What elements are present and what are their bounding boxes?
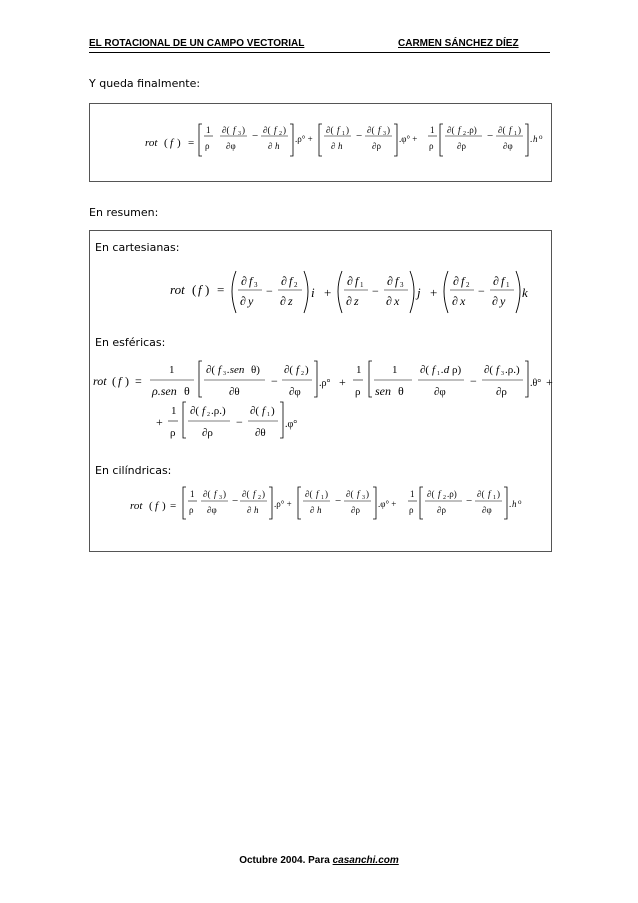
footer-site-link[interactable]: casanchi.com xyxy=(332,855,399,866)
svg-text:∂: ∂ xyxy=(247,505,252,515)
svg-text:∂φ: ∂φ xyxy=(482,505,492,515)
svg-text:=: = xyxy=(170,500,177,512)
svg-text:∂ρ: ∂ρ xyxy=(202,427,213,439)
svg-text:θ): θ) xyxy=(251,364,260,376)
svg-text:f: f xyxy=(378,125,381,135)
cartesian-label: En cartesianas: xyxy=(95,241,180,254)
svg-text:3: 3 xyxy=(238,131,241,137)
svg-text:∂(: ∂( xyxy=(447,125,455,135)
cartesian-curl-equation xyxy=(90,261,551,321)
svg-text:rot: rot xyxy=(130,500,143,512)
svg-text:∂(: ∂( xyxy=(367,125,375,135)
svg-text:∂(: ∂( xyxy=(222,125,230,135)
svg-text:f: f xyxy=(488,489,491,499)
svg-text:): ) xyxy=(305,364,309,376)
svg-text:f: f xyxy=(355,274,359,288)
svg-text:∂: ∂ xyxy=(240,294,246,308)
svg-text:−: − xyxy=(252,130,259,142)
svg-text:∂ρ: ∂ρ xyxy=(372,141,381,151)
svg-text:=: = xyxy=(188,137,195,149)
svg-text:): ) xyxy=(125,374,129,388)
svg-text:.θ°: .θ° xyxy=(530,378,542,389)
svg-text:1: 1 xyxy=(267,412,270,418)
svg-text:ρ: ρ xyxy=(355,386,361,398)
svg-text:.ρ.): .ρ.) xyxy=(211,405,226,417)
svg-text:∂(: ∂( xyxy=(203,489,211,499)
svg-text:∂(: ∂( xyxy=(427,489,435,499)
svg-text:∂ρ: ∂ρ xyxy=(457,141,466,151)
svg-text:∂(: ∂( xyxy=(190,405,200,417)
svg-text:∂: ∂ xyxy=(280,294,286,308)
svg-text:.ρ.): .ρ.) xyxy=(505,364,520,376)
svg-text:∂(: ∂( xyxy=(326,125,334,135)
svg-text:): ) xyxy=(283,125,286,135)
svg-text:∂: ∂ xyxy=(346,294,352,308)
svg-text:2: 2 xyxy=(258,495,261,501)
footer-prefix: Octubre 2004. Para xyxy=(239,855,333,866)
svg-text:): ) xyxy=(346,125,349,135)
intro-text: Y queda finalmente: xyxy=(89,77,201,90)
svg-text:): ) xyxy=(177,137,181,149)
svg-text:3: 3 xyxy=(219,495,222,501)
summary-heading: En resumen: xyxy=(89,206,159,219)
svg-text:∂: ∂ xyxy=(281,274,287,288)
svg-text:ρ.sen: ρ.sen xyxy=(152,384,177,398)
svg-text:θ: θ xyxy=(184,384,190,398)
svg-text:.: . xyxy=(530,134,533,144)
svg-text:∂(: ∂( xyxy=(498,125,506,135)
svg-text:): ) xyxy=(497,489,500,499)
cylindrical-curl-equation xyxy=(90,481,551,531)
svg-text:): ) xyxy=(518,125,521,135)
svg-text:.φ°: .φ° xyxy=(285,419,298,430)
svg-text:.ρ): .ρ) xyxy=(447,489,457,499)
svg-text:.sen: .sen xyxy=(227,364,245,376)
svg-text:f: f xyxy=(296,364,300,376)
svg-text:∂(: ∂( xyxy=(263,125,271,135)
svg-text:∂: ∂ xyxy=(492,294,498,308)
svg-text:−: − xyxy=(487,130,494,142)
header-title: EL ROTACIONAL DE UN CAMPO VECTORIAL xyxy=(89,38,305,49)
svg-text:): ) xyxy=(162,500,166,512)
svg-text:f: f xyxy=(274,125,277,135)
svg-text:y: y xyxy=(500,294,506,308)
svg-text:f: f xyxy=(218,364,222,376)
svg-text:∂φ: ∂φ xyxy=(226,141,236,151)
svg-text:∂: ∂ xyxy=(452,294,458,308)
svg-text:∂φ: ∂φ xyxy=(289,386,301,398)
svg-text:z: z xyxy=(288,294,293,308)
page-footer xyxy=(0,855,638,866)
svg-text:f: f xyxy=(316,489,319,499)
svg-text:.ρ° +: .ρ° + xyxy=(295,134,313,144)
svg-text:1: 1 xyxy=(171,405,177,417)
svg-text:f: f xyxy=(253,489,256,499)
svg-text:∂(: ∂( xyxy=(284,364,294,376)
svg-text:h: h xyxy=(338,141,343,151)
svg-text:ρ: ρ xyxy=(429,141,434,151)
svg-text:2: 2 xyxy=(207,412,210,418)
svg-text:−: − xyxy=(335,495,342,507)
svg-text:(: ( xyxy=(164,137,168,149)
svg-text:∂: ∂ xyxy=(331,141,336,151)
svg-text:f: f xyxy=(118,374,122,388)
svg-text:f: f xyxy=(461,274,465,288)
svg-text:1: 1 xyxy=(321,495,324,501)
svg-text:h: h xyxy=(254,505,259,515)
svg-text:−: − xyxy=(266,284,273,298)
svg-text:+: + xyxy=(324,285,332,300)
svg-text:f: f xyxy=(395,274,399,288)
svg-text:+: + xyxy=(430,285,438,300)
svg-text:z: z xyxy=(354,294,359,308)
svg-text:f: f xyxy=(202,405,206,417)
svg-text:.φ° +: .φ° + xyxy=(399,134,418,144)
svg-text:(: ( xyxy=(149,500,153,512)
svg-text:3: 3 xyxy=(362,495,365,501)
svg-text:h: h xyxy=(512,499,517,509)
summary-box xyxy=(89,230,552,552)
svg-text:−: − xyxy=(478,284,485,298)
svg-text:o: o xyxy=(539,133,543,141)
svg-text:): ) xyxy=(366,489,369,499)
svg-text:): ) xyxy=(387,125,390,135)
svg-text:): ) xyxy=(262,489,265,499)
svg-text:j: j xyxy=(417,285,421,300)
svg-text:ρ): ρ) xyxy=(452,364,462,376)
svg-text:2: 2 xyxy=(301,371,304,377)
svg-text:−: − xyxy=(466,495,473,507)
svg-text:): ) xyxy=(325,489,328,499)
svg-text:f: f xyxy=(289,274,293,288)
svg-text:1: 1 xyxy=(437,371,440,377)
svg-text:f: f xyxy=(233,125,236,135)
svg-text:∂ρ: ∂ρ xyxy=(351,505,360,515)
svg-text:f: f xyxy=(458,125,461,135)
svg-text:1: 1 xyxy=(169,364,175,376)
svg-text:h: h xyxy=(317,505,322,515)
svg-text:h: h xyxy=(533,134,538,144)
svg-text:∂: ∂ xyxy=(268,141,273,151)
svg-text:f: f xyxy=(357,489,360,499)
svg-text:−: − xyxy=(356,130,363,142)
svg-text:2: 2 xyxy=(279,131,282,137)
svg-text:i: i xyxy=(311,285,315,300)
svg-text:∂(: ∂( xyxy=(206,364,216,376)
svg-text:=: = xyxy=(217,282,225,297)
svg-text:): ) xyxy=(242,125,245,135)
cylindrical-label: En cilíndricas: xyxy=(95,464,172,477)
header-author: CARMEN SÁNCHEZ DÍEZ xyxy=(398,38,519,49)
svg-text:−: − xyxy=(236,415,243,429)
svg-text:∂: ∂ xyxy=(310,505,315,515)
svg-text:f: f xyxy=(262,405,266,417)
svg-text:1: 1 xyxy=(430,125,435,135)
svg-text:2: 2 xyxy=(463,131,466,137)
svg-text:f: f xyxy=(509,125,512,135)
svg-text:sen: sen xyxy=(375,384,391,398)
svg-text:f: f xyxy=(496,364,500,376)
svg-text:3: 3 xyxy=(501,371,504,377)
svg-text:∂ρ: ∂ρ xyxy=(496,386,507,398)
svg-text:∂φ: ∂φ xyxy=(207,505,217,515)
svg-text:1: 1 xyxy=(493,495,496,501)
svg-text:2: 2 xyxy=(443,495,446,501)
svg-text:3: 3 xyxy=(223,371,226,377)
svg-text:.ρ): .ρ) xyxy=(467,125,477,135)
svg-text:rot: rot xyxy=(93,374,107,388)
svg-text:θ: θ xyxy=(398,384,404,398)
svg-text:rot: rot xyxy=(145,137,158,149)
svg-text:1: 1 xyxy=(514,131,517,137)
svg-text:∂: ∂ xyxy=(493,274,499,288)
spherical-label: En esféricas: xyxy=(95,336,166,349)
svg-text:∂(: ∂( xyxy=(484,364,494,376)
svg-text:2: 2 xyxy=(466,281,470,289)
svg-text:): ) xyxy=(271,405,275,417)
svg-text:+: + xyxy=(156,415,163,429)
svg-text:rot: rot xyxy=(170,282,185,297)
svg-text:∂: ∂ xyxy=(386,294,392,308)
spherical-curl-equation xyxy=(90,353,551,448)
svg-text:.: . xyxy=(509,499,512,509)
svg-text:.d: .d xyxy=(441,364,450,376)
final-equation-box xyxy=(89,103,552,182)
svg-text:h: h xyxy=(275,141,280,151)
svg-text:f: f xyxy=(438,489,441,499)
svg-text:1: 1 xyxy=(506,281,510,289)
svg-text:∂(: ∂( xyxy=(420,364,430,376)
svg-text:.ρ°: .ρ° xyxy=(319,378,331,389)
svg-text:1: 1 xyxy=(356,364,362,376)
svg-text:f: f xyxy=(432,364,436,376)
svg-text:ρ: ρ xyxy=(205,141,210,151)
svg-text:1: 1 xyxy=(360,281,364,289)
svg-text:∂(: ∂( xyxy=(242,489,250,499)
svg-text:=: = xyxy=(135,374,142,388)
svg-text:y: y xyxy=(248,294,254,308)
svg-text:3: 3 xyxy=(400,281,404,289)
svg-text:x: x xyxy=(460,294,466,308)
svg-text:+: + xyxy=(546,375,553,389)
svg-text:1: 1 xyxy=(190,489,195,499)
svg-text:o: o xyxy=(518,498,522,506)
svg-text:1: 1 xyxy=(392,364,398,376)
svg-text:f: f xyxy=(249,274,253,288)
svg-text:f: f xyxy=(198,282,202,297)
svg-text:∂φ: ∂φ xyxy=(434,386,446,398)
svg-text:f: f xyxy=(214,489,217,499)
svg-text:f: f xyxy=(337,125,340,135)
svg-text:2: 2 xyxy=(294,281,298,289)
svg-text:−: − xyxy=(271,374,278,388)
svg-text:1: 1 xyxy=(410,489,415,499)
svg-text:ρ: ρ xyxy=(170,427,176,439)
svg-text:ρ: ρ xyxy=(189,505,194,515)
svg-text:f: f xyxy=(501,274,505,288)
svg-text:∂: ∂ xyxy=(387,274,393,288)
svg-text:x: x xyxy=(394,294,400,308)
svg-text:1: 1 xyxy=(342,131,345,137)
final-cylindrical-curl-equation xyxy=(90,104,551,181)
svg-text:∂θ: ∂θ xyxy=(229,386,240,398)
svg-text:1: 1 xyxy=(206,125,211,135)
svg-text:∂(: ∂( xyxy=(477,489,485,499)
svg-text:∂: ∂ xyxy=(453,274,459,288)
svg-text:∂θ: ∂θ xyxy=(255,427,266,439)
svg-text:∂(: ∂( xyxy=(250,405,260,417)
svg-text:−: − xyxy=(470,374,477,388)
svg-text:∂(: ∂( xyxy=(305,489,313,499)
svg-text:3: 3 xyxy=(383,131,386,137)
svg-text:∂(: ∂( xyxy=(346,489,354,499)
svg-text:−: − xyxy=(372,284,379,298)
svg-text:∂φ: ∂φ xyxy=(503,141,513,151)
svg-text:): ) xyxy=(205,282,210,297)
svg-text:f: f xyxy=(155,500,159,512)
svg-text:ρ: ρ xyxy=(409,505,414,515)
svg-text:(: ( xyxy=(112,374,116,388)
svg-text:(: ( xyxy=(192,282,197,297)
svg-text:∂: ∂ xyxy=(347,274,353,288)
svg-text:∂: ∂ xyxy=(241,274,247,288)
svg-text:k: k xyxy=(522,285,528,300)
svg-text:): ) xyxy=(223,489,226,499)
svg-text:.ρ° +: .ρ° + xyxy=(274,499,292,509)
svg-text:.φ° +: .φ° + xyxy=(378,499,397,509)
header-rule xyxy=(89,52,550,53)
svg-text:f: f xyxy=(170,137,174,149)
svg-text:−: − xyxy=(232,495,239,507)
svg-text:∂ρ: ∂ρ xyxy=(437,505,446,515)
svg-text:3: 3 xyxy=(254,281,258,289)
svg-text:+: + xyxy=(339,375,346,389)
